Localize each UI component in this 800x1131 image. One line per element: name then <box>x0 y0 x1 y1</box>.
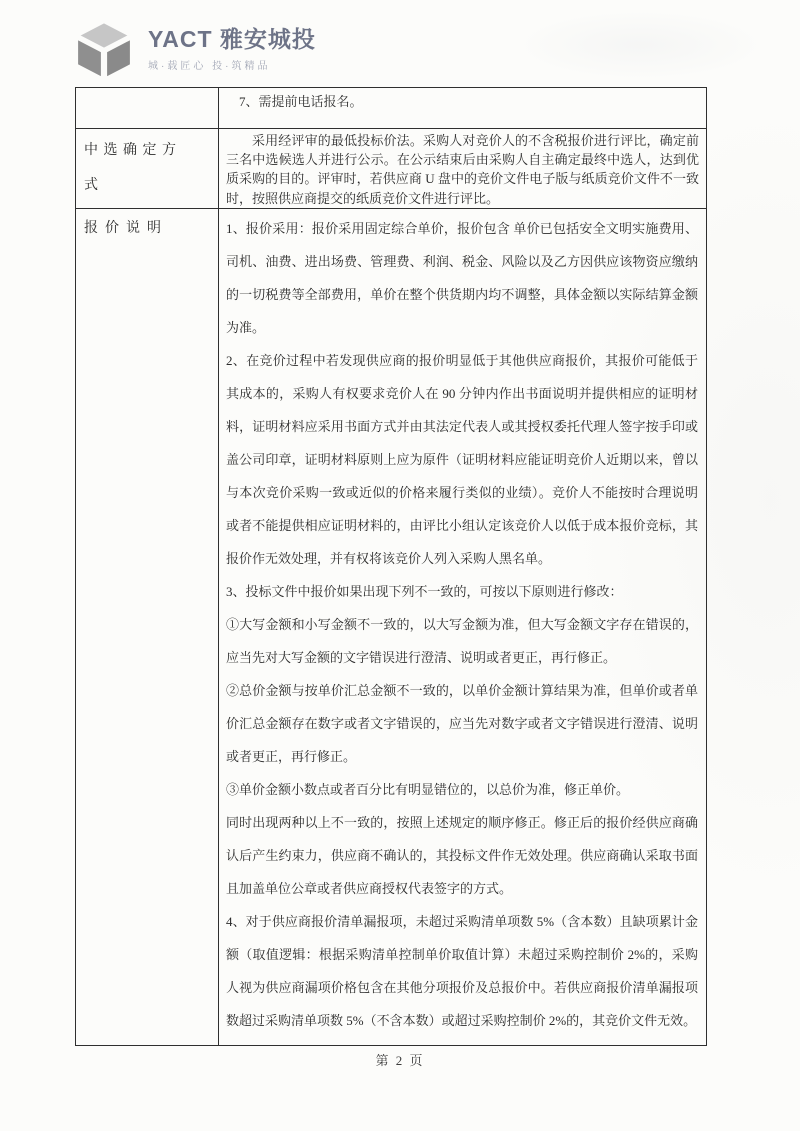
paragraph: 采用经评审的最低投标价法。采购人对竞价人的不含税报价进行评比，确定前三名中选候选人并进行公示。在公示结束后由采购人自主确定最终中选人，达到优质采购的目的。评审时，若供应商 U 盘中的竞价文件电子版与纸质竞价文件不一致时，按照供应商提交的纸质竞价文件进行评比。 <box>226 133 699 206</box>
paragraph: 3、投标文件中报价如果出现下列不一致的，可按以下原则进行修改： <box>226 583 623 599</box>
row-label-cell <box>76 129 219 209</box>
row-label: 中选确定方式 <box>84 143 182 194</box>
page-number: 第 2 页 <box>375 1053 425 1068</box>
paragraph: ③单价金额小数点或者百分比有明显错位的，以总价为准，修正单价。 <box>226 781 630 797</box>
row-label: 报价说明 <box>84 220 168 236</box>
brand-tagline: 城·载匠心 投·筑精品 <box>148 61 271 72</box>
row-content-cell <box>219 88 707 129</box>
cube-logo-icon <box>73 20 135 80</box>
table-row <box>76 208 707 1045</box>
row-label-cell <box>76 88 219 129</box>
document-table <box>75 87 707 1046</box>
logo-text-block <box>148 20 316 72</box>
paragraph: ②总价金额与按单价汇总金额不一致的，以单价金额计算结果为准，但单价或者单价汇总金额存在数字或者文字错误的，应当先对数字或者文字错误进行澄清、说明或者更正，再行修正。 <box>226 682 698 764</box>
row-content-cell <box>219 208 707 1045</box>
paragraph: 2、在竞价过程中若发现供应商的报价明显低于其他供应商报价，其报价可能低于其成本的，采购人有权要求竞价人在 90 分钟内作出书面说明并提供相应的证明材料，证明材料应采用书面方式并由其法定代表人或其授权委托代理人签字按手印或盖公司印章，证明材料原则上应为原件（证明材料应能证明竞价人近期以来，曾以与本次竞价采购一致或近似的价格来履行类似的业绩）。竞价人不能按时合理说明或者不能提供相应证明材料的，由评比小组认定该竞价人以低于成本报价竞标，其报价作无效处理，并有权将该竞价人列入采购人黑名单。 <box>226 352 698 566</box>
paragraph: 1、报价采用：报价采用固定综合单价，报价包含 单价已包括安全文明实施费用、司机、油费、进出场费、管理费、利润、税金、风险以及乙方因供应该物资应缴纳的一切税费等全部费用，单价在整个供货期内均不调整，具体金额以实际结算金额为准。 <box>226 220 698 335</box>
row-content-cell <box>219 129 707 209</box>
paragraph: 同时出现两种以上不一致的，按照上述规定的顺序修正。修正后的报价经供应商确认后产生约束力，供应商不确认的，其投标文件作无效处理。供应商确认采取书面且加盖单位公章或者供应商授权代表签字的方式。 <box>226 814 698 896</box>
company-logo <box>73 20 316 80</box>
paragraph: 4、对于供应商报价清单漏报项，未超过采购清单项数 5%（含本数）且缺项累计金额（取值逻辑：根据采购清单控制单价取值计算）未超过采购控制价 2%的，采购人视为供应商漏项价格包含在其他分项报价及总报价中。若供应商报价清单漏报项数超过采购清单项数 5%（不含本数）或超过采购控制价 2%的，其竞价文件无效。 <box>226 913 698 1028</box>
paragraph: 7、需提前电话报名。 <box>239 94 363 109</box>
table-row <box>76 88 707 129</box>
table-row <box>76 129 707 209</box>
brand-name: YACT 雅安城投 <box>148 26 316 52</box>
row-label-cell <box>76 208 219 1045</box>
paragraph: ①大写金额和小写金额不一致的，以大写金额为准，但大写金额文字存在错误的，应当先对大写金额的文字错误进行澄清、说明或者更正，再行修正。 <box>226 616 698 665</box>
